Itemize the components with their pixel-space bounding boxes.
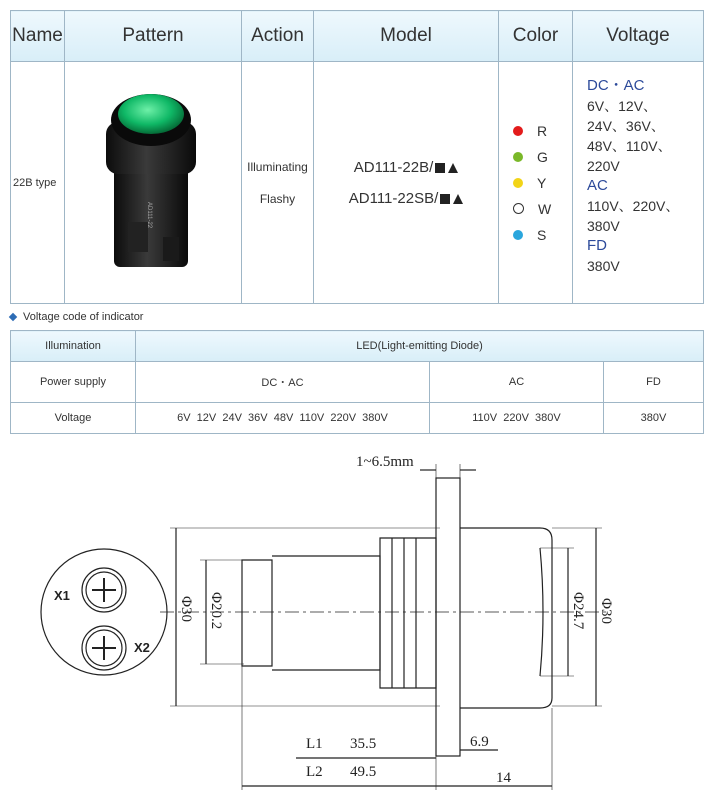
voltage-line: 220V [587,158,620,174]
terminal-x1-label: X1 [54,588,70,603]
spec-row [11,62,704,304]
dimension-drawing [0,440,713,808]
blue-dot-icon [513,230,523,240]
header-voltage: Voltage [573,11,704,62]
outer-diameter-left: Φ30 [178,596,194,622]
white-dot-icon [513,203,524,214]
power-fd: FD [604,362,704,403]
red-dot-icon [513,126,523,136]
voltage-line: 110V、220V、 [587,198,680,214]
outer-diameter-right: Φ30 [598,598,614,624]
model-label: AD111-22B/ [353,158,434,176]
illumination-row [11,331,704,362]
dcac-label: DC・AC [587,77,645,94]
triangle-icon [453,194,463,204]
diamond-icon [9,313,17,321]
front-depth-dim: 14 [496,770,511,786]
voltage-code-title-text: Voltage code of indicator [23,311,144,323]
action-illuminating: Illuminating [247,159,308,174]
voltage-row [11,402,704,433]
l2-label: L2 [306,764,323,780]
action-flashy: Flashy [259,191,296,206]
color-item-s [499,222,572,248]
header-color: Color [499,11,573,62]
bezel-depth-dim: 6.9 [470,734,489,750]
color-item-r [499,118,572,144]
l2-value: 49.5 [350,764,377,780]
voltage-line: 24V、36V、 [587,118,665,134]
triangle-icon [448,163,458,173]
voltage-label: Voltage [11,402,136,433]
spec-header-row [11,11,704,62]
l1-value: 35.5 [350,736,377,752]
header-name: Name [11,11,65,62]
header-pattern: Pattern [65,11,242,62]
power-row [11,362,704,403]
square-icon [435,163,445,173]
illumination-label: Illumination [11,331,136,362]
svg-text:AD111-22: AD111-22 [146,202,152,229]
color-code: W [538,200,552,217]
color-item-w [499,196,572,222]
power-ac: AC [430,362,604,403]
power-dcac: DC・AC [136,362,430,403]
voltage-code-title [10,311,143,323]
header-action: Action [242,11,314,62]
panel-range-dim: 1~6.5mm [356,454,414,470]
voltage-ac: 110V 220V 380V [430,402,604,433]
color-code: R [537,122,548,139]
fd-label: FD [587,237,607,254]
model-cell [314,62,499,304]
voltage-line: 6V、12V、 [587,98,658,114]
ac-label: AC [587,177,608,194]
inner-diameter-left: Φ20.2 [208,592,224,630]
l1-label: L1 [306,736,323,752]
voltage-fd: 380V [604,402,704,433]
voltage-code-table [10,330,704,434]
indicator-light-image [68,62,238,298]
header-model: Model [314,11,499,62]
voltage-dcac: 6V 12V 24V 36V 48V 110V 220V 380V [136,402,430,433]
terminal-x2-label: X2 [134,640,150,655]
voltage-cell [573,62,704,304]
color-code: Y [537,174,547,191]
voltage-line: 380V [587,258,620,274]
yellow-dot-icon [513,178,523,188]
action-cell [242,62,314,304]
color-cell [499,62,573,304]
power-label: Power supply [11,362,136,403]
product-photo [65,62,242,304]
inner-diameter-right: Φ24.7 [570,592,586,630]
spec-table [10,10,704,304]
green-dot-icon [513,152,523,162]
voltage-line: 380V [587,218,620,234]
color-item-y [499,170,572,196]
color-code: S [537,226,547,243]
type-name: 22B type [11,62,65,304]
model-item [314,159,498,176]
color-code: G [537,148,548,165]
color-item-g [499,144,572,170]
model-item [314,190,498,207]
voltage-line: 48V、110V、 [587,138,672,154]
model-label: AD111-22SB/ [348,189,439,207]
illumination-value: LED(Light-emitting Diode) [136,331,704,362]
square-icon [440,194,450,204]
